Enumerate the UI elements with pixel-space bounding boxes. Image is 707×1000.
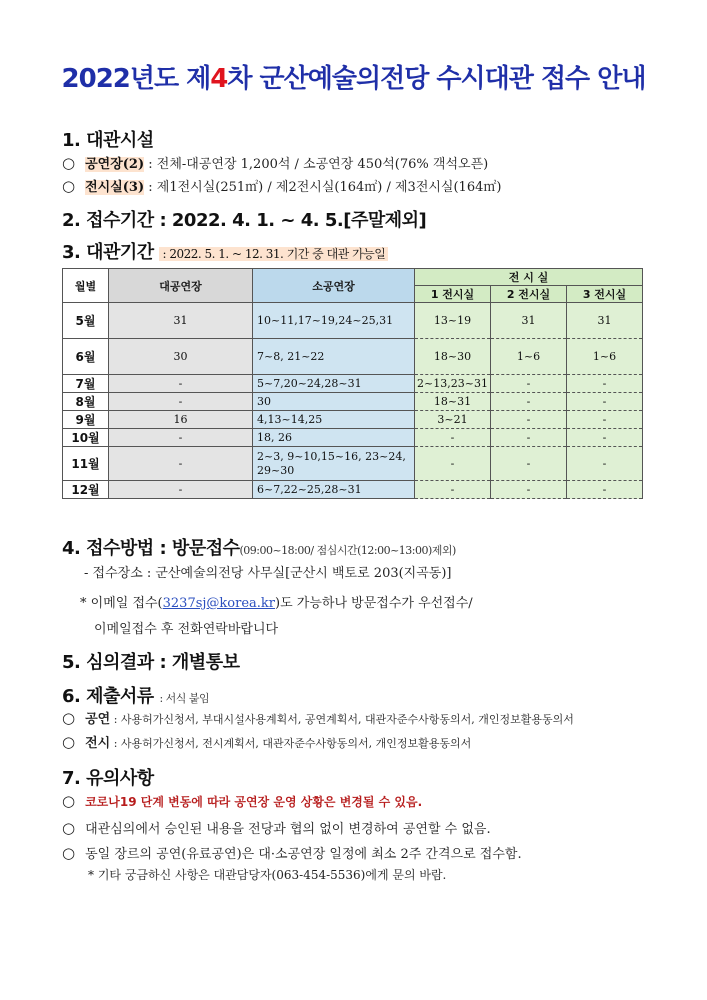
circle-bullet: ○	[62, 733, 76, 751]
email-note	[80, 592, 473, 611]
cell-ex2: -	[491, 481, 567, 499]
section-1-heading: 1. 대관시설	[62, 130, 154, 151]
circle-bullet: ○	[62, 154, 76, 172]
caution-text-highlight: 코로나19 단계 변동에 따라 공연장 운영 상황은 변경될 수 있음.	[85, 795, 423, 809]
cell-ex1: -	[415, 429, 491, 447]
documents-label: 전시	[85, 736, 111, 751]
reception-place: - 접수장소 : 군산예술의전당 사무실[군산시 백토로 203(지곡동)]	[84, 566, 452, 581]
cell-ex1: 2~13,23~31	[415, 375, 491, 393]
header-exhibit-1: 1 전시실	[415, 286, 491, 303]
cell-month: 12월	[63, 481, 109, 499]
availability-table	[62, 268, 643, 499]
circle-bullet: ○	[62, 844, 76, 862]
circle-bullet: ○	[62, 177, 76, 195]
cell-month: 7월	[63, 375, 109, 393]
cell-ex3: -	[567, 411, 643, 429]
cell-ex2: -	[491, 447, 567, 481]
cell-ex2: 31	[491, 303, 567, 339]
cell-ex2: -	[491, 411, 567, 429]
cell-ex1: 3~21	[415, 411, 491, 429]
cell-ex3: 1~6	[567, 339, 643, 375]
caution-text: 동일 장르의 공연(유료공연)은 대·소공연장 일정에 최소 2주 간격으로 접수함.	[85, 847, 522, 862]
title-text-1: 2022년도 제	[61, 64, 211, 94]
page-title	[0, 58, 707, 95]
circle-bullet: ○	[62, 819, 76, 837]
section-4-heading	[62, 534, 456, 560]
circle-bullet: ○	[62, 792, 76, 810]
cell-month: 10월	[63, 429, 109, 447]
section-4-title: 4. 접수방법 : 방문접수	[62, 538, 240, 559]
cell-ex2: -	[491, 375, 567, 393]
documents-label: 공연	[85, 712, 111, 727]
cell-ex1: 18~30	[415, 339, 491, 375]
cell-small: 6~7,22~25,28~31	[253, 481, 415, 499]
facility-row-hall	[62, 153, 488, 172]
email-note-post: )도 가능하나 방문접수가 우선접수/	[275, 596, 473, 611]
table-row	[63, 411, 643, 429]
cell-large: -	[109, 429, 253, 447]
cell-large: 30	[109, 339, 253, 375]
section-6-heading	[62, 682, 209, 708]
table-row	[63, 393, 643, 411]
cell-ex1: -	[415, 447, 491, 481]
header-exhibit-3: 3 전시실	[567, 286, 643, 303]
section-2-heading: 2. 접수기간 : 2022. 4. 1. ~ 4. 5.[주말제외]	[62, 210, 427, 231]
cell-large: 16	[109, 411, 253, 429]
cell-month: 6월	[63, 339, 109, 375]
email-note-line2: 이메일접수 후 전화연락바랍니다	[94, 622, 279, 637]
table-row	[63, 339, 643, 375]
cell-small: 2~3, 9~10,15~16, 23~24, 29~30	[253, 447, 415, 481]
table-row	[63, 375, 643, 393]
rental-period-note: : 2022. 5. 1. ~ 12. 31. 기간 중 대관 가능일	[159, 247, 388, 261]
contact-footnote: * 기타 궁금하신 사항은 대관담당자(063-454-5536)에게 문의 바람.	[88, 868, 447, 882]
cell-ex3: -	[567, 429, 643, 447]
header-month: 월별	[63, 269, 109, 303]
cell-small: 4,13~14,25	[253, 411, 415, 429]
documents-text: : 사용허가신청서, 전시계획서, 대관자준수사항동의서, 개인정보활용동의서	[113, 737, 472, 750]
caution-item	[62, 792, 422, 810]
table-row	[63, 481, 643, 499]
cell-month: 11월	[63, 447, 109, 481]
documents-row-performance	[62, 708, 574, 727]
caution-text: 대관심의에서 승인된 내용을 전당과 협의 없이 변경하여 공연할 수 없음.	[85, 822, 491, 837]
business-hours: (09:00~18:00/ 점심시간(12:00~13:00)제외)	[239, 544, 456, 557]
title-number: 4	[210, 64, 228, 94]
section-7-heading: 7. 유의사항	[62, 768, 154, 789]
section-5-heading: 5. 심의결과 : 개별통보	[62, 652, 240, 673]
cell-large: -	[109, 393, 253, 411]
section-3-heading	[62, 238, 388, 264]
header-exhibit: 전 시 실	[415, 269, 643, 286]
facility-text: : 제1전시실(251㎡) / 제2전시실(164㎡) / 제3전시실(164㎡)	[148, 180, 502, 195]
facility-label: 전시실(3)	[85, 180, 145, 195]
cell-ex1: 18~31	[415, 393, 491, 411]
header-small-hall: 소공연장	[253, 269, 415, 303]
facility-label: 공연장(2)	[85, 157, 145, 172]
cell-ex2: -	[491, 393, 567, 411]
cell-large: -	[109, 375, 253, 393]
email-link[interactable]: 3237sj@korea.kr	[162, 596, 276, 611]
facility-row-exhibit	[62, 176, 501, 195]
cell-ex3: -	[567, 481, 643, 499]
caution-item	[62, 843, 522, 862]
title-text-2: 차 군산예술의전당 수시대관 접수 안내	[227, 64, 646, 94]
cell-small: 18, 26	[253, 429, 415, 447]
cell-ex3: -	[567, 447, 643, 481]
cell-ex2: 1~6	[491, 339, 567, 375]
cell-ex3: -	[567, 375, 643, 393]
cell-ex2: -	[491, 429, 567, 447]
cell-ex1: 13~19	[415, 303, 491, 339]
cell-ex3: 31	[567, 303, 643, 339]
section-6-title: 6. 제출서류	[62, 686, 154, 707]
cell-ex3: -	[567, 393, 643, 411]
header-exhibit-2: 2 전시실	[491, 286, 567, 303]
table-row	[63, 429, 643, 447]
documents-row-exhibit	[62, 732, 471, 751]
cell-month: 9월	[63, 411, 109, 429]
cell-small: 5~7,20~24,28~31	[253, 375, 415, 393]
email-note-pre: * 이메일 접수(	[80, 596, 163, 611]
header-large-hall: 대공연장	[109, 269, 253, 303]
table-row	[63, 447, 643, 481]
circle-bullet: ○	[62, 709, 76, 727]
cell-ex1: -	[415, 481, 491, 499]
cell-month: 5월	[63, 303, 109, 339]
cell-month: 8월	[63, 393, 109, 411]
cell-small: 7~8, 21~22	[253, 339, 415, 375]
documents-note: : 서식 붙임	[159, 692, 210, 705]
documents-text: : 사용허가신청서, 부대시설사용계획서, 공연계획서, 대관자준수사항동의서, 개인정보활용동의서	[113, 713, 574, 726]
table-row	[63, 303, 643, 339]
facility-text: : 전체-대공연장 1,200석 / 소공연장 450석(76% 객석오픈)	[148, 157, 489, 172]
cell-small: 30	[253, 393, 415, 411]
cell-large: -	[109, 481, 253, 499]
section-3-title: 3. 대관기간	[62, 242, 154, 263]
cell-large: 31	[109, 303, 253, 339]
caution-item	[62, 818, 491, 837]
cell-small: 10~11,17~19,24~25,31	[253, 303, 415, 339]
cell-large: -	[109, 447, 253, 481]
